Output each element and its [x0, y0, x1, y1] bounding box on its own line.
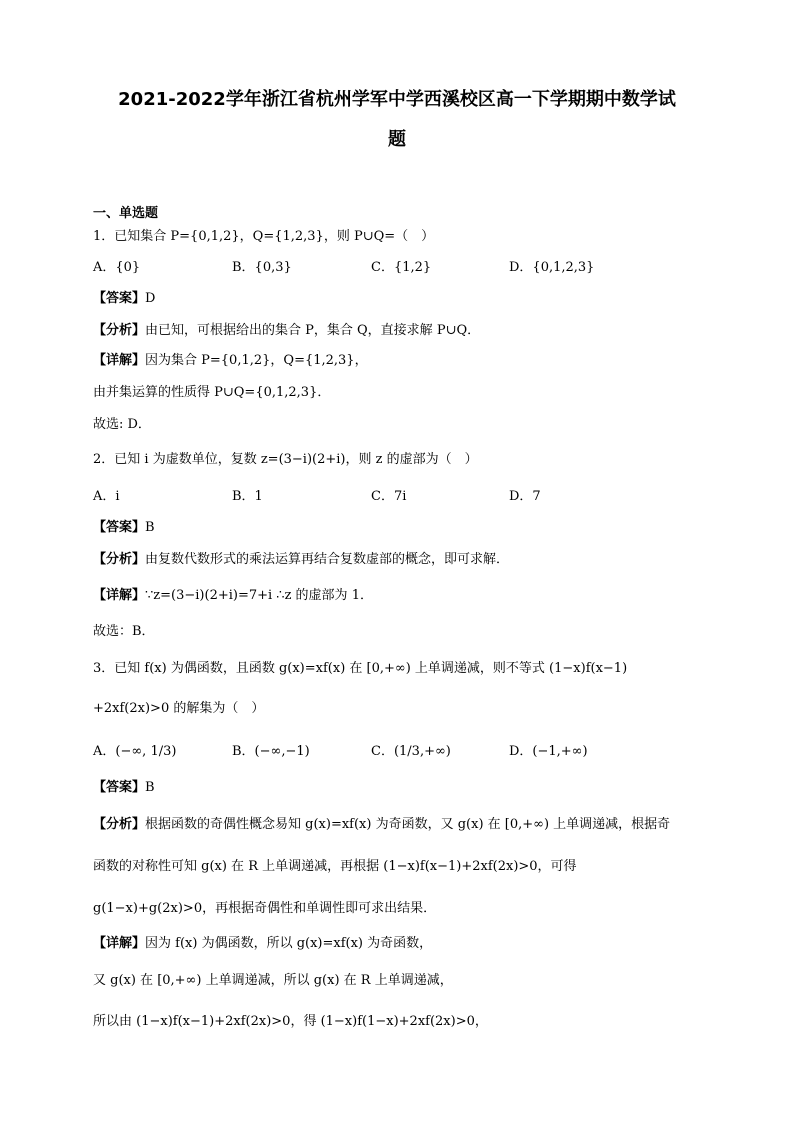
detail-tag: 【详解】	[93, 936, 146, 951]
analysis-tag: 【分析】	[93, 552, 146, 567]
answer-value: B	[145, 520, 155, 535]
q2-analysis	[93, 551, 509, 569]
q1-option-a: A．{0}	[93, 260, 141, 275]
q1-option-c: C．{1,2}	[371, 260, 432, 275]
q2-option-c: C．7i	[371, 489, 407, 504]
q1-analysis	[93, 322, 480, 340]
detail-text: 因为集合 P={0,1,2}，Q={1,2,3}，	[145, 353, 368, 368]
q3-answer	[93, 779, 155, 797]
q3-stem: 3．已知 f(x) 为偶函数，且函数 g(x)=xf(x) 在 [0,+∞) 上单调递减，则不等式 (1−x)f(x−1)	[93, 661, 628, 676]
detail-text: ∵z=(3−i)(2+i)=7+i ∴z 的虚部为 1．	[145, 588, 373, 603]
q3-option-d: D．(−1,+∞)	[509, 744, 588, 759]
q1-answer	[93, 290, 155, 308]
q3-analysis-line3: g(1−x)+g(2x)>0，再根据奇偶性和单调性即可求出结果．	[93, 901, 437, 916]
doc-title-line2: 题	[388, 129, 406, 150]
analysis-text: 根据函数的奇偶性概念易知 g(x)=xf(x) 为奇函数，又 g(x) 在 [0,+∞) 上单调递减，根据奇	[145, 817, 671, 832]
answer-tag: 【答案】	[93, 520, 146, 535]
detail-tag: 【详解】	[93, 353, 146, 368]
q3-detail-line3: 所以由 (1−x)f(x−1)+2xf(2x)>0，得 (1−x)f(1−x)+2xf(2x)>0，	[93, 1014, 488, 1029]
q2-option-d: D．7	[509, 489, 541, 504]
q2-answer	[93, 519, 155, 537]
answer-value: B	[145, 780, 155, 795]
detail-tag: 【详解】	[93, 588, 146, 603]
q2-option-a: A．i	[93, 489, 120, 504]
q1-choose: 故选: D．	[93, 417, 151, 432]
q2-stem: 2．已知 i 为虚数单位，复数 z=(3−i)(2+i)，则 z 的虚部为（ ）	[93, 452, 478, 467]
q1-stem: 1．已知集合 P={0,1,2}，Q={1,2,3}，则 P∪Q=（ ）	[93, 229, 435, 244]
analysis-tag: 【分析】	[93, 323, 146, 338]
answer-tag: 【答案】	[93, 780, 146, 795]
answer-tag: 【答案】	[93, 291, 146, 306]
analysis-text: 由已知，可根据给出的集合 P，集合 Q，直接求解 P∪Q．	[145, 323, 481, 338]
q1-detail-line2: 由并集运算的性质得 P∪Q={0,1,2,3}．	[93, 385, 331, 400]
q3-detail-line2: 又 g(x) 在 [0,+∞) 上单调递减，所以 g(x) 在 R 上单调递减，	[93, 973, 453, 988]
q3-detail	[93, 935, 432, 953]
analysis-text: 由复数代数形式的乘法运算再结合复数虚部的概念，即可求解．	[145, 552, 510, 567]
q3-option-c: C．(1/3,+∞)	[371, 744, 451, 759]
q1-option-b: B．{0,3}	[232, 260, 292, 275]
detail-text: 因为 f(x) 为偶函数，所以 g(x)=xf(x) 为奇函数，	[145, 936, 433, 951]
q3-analysis	[93, 816, 670, 834]
answer-value: D	[145, 291, 156, 306]
q1-detail	[93, 352, 368, 370]
q3-stem-line2: +2xf(2x)>0 的解集为（ ）	[93, 701, 265, 716]
analysis-tag: 【分析】	[93, 817, 146, 832]
q3-option-a: A．(−∞, 1/3)	[93, 744, 177, 759]
q2-detail	[93, 587, 373, 605]
section-heading: 一、单选题	[93, 206, 159, 221]
q3-analysis-line2: 函数的对称性可知 g(x) 在 R 上单调递减，再根据 (1−x)f(x−1)+2xf(2x)>0，可得	[93, 859, 577, 874]
q2-option-b: B．1	[232, 489, 263, 504]
doc-title-line1: 2021-2022学年浙江省杭州学军中学西溪校区高一下学期期中数学试	[118, 89, 676, 110]
q1-option-d: D．{0,1,2,3}	[509, 260, 595, 275]
q2-choose: 故选：B．	[93, 624, 155, 639]
q3-option-b: B．(−∞,−1)	[232, 744, 310, 759]
